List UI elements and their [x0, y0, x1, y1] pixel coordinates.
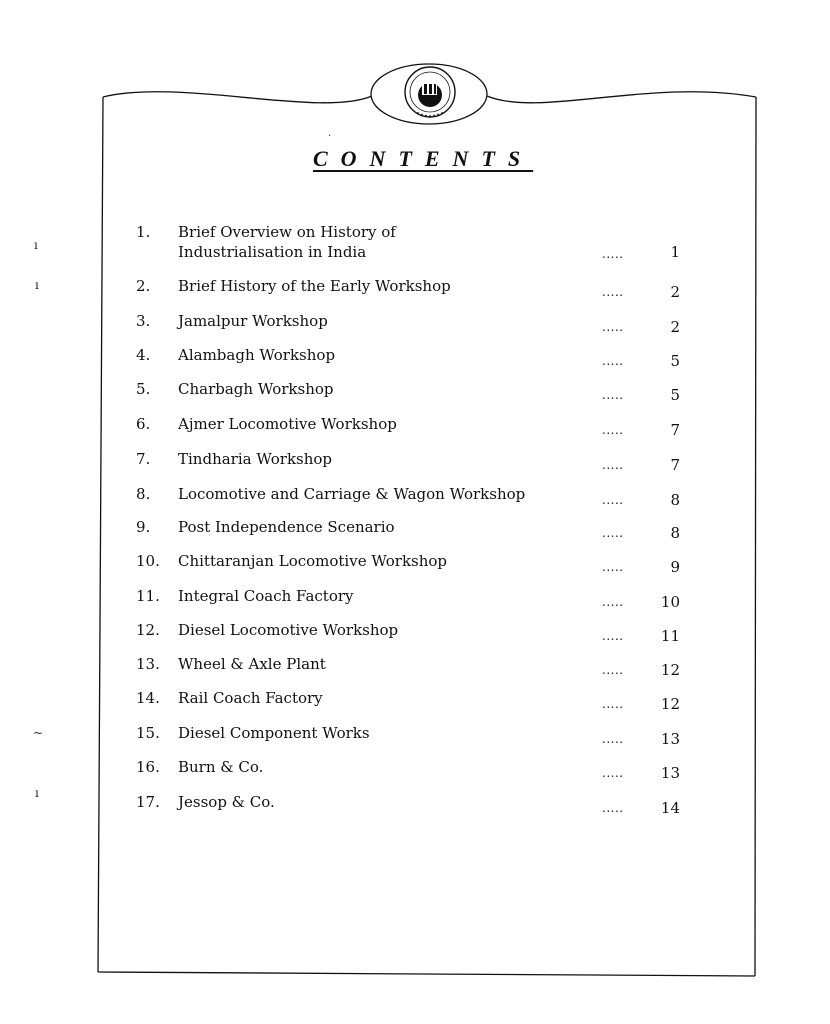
toc-entry-leader-dots: ..... — [602, 697, 624, 711]
toc-entry-number: 3. — [136, 312, 151, 330]
toc-entry-leader-dots: ..... — [602, 801, 624, 815]
toc-entry-title: Alambagh Workshop — [178, 346, 336, 364]
toc-entry-leader-dots: ..... — [602, 493, 624, 507]
toc-entry-page-number: 8 — [670, 524, 680, 542]
scan-speck: ~ — [33, 726, 44, 740]
toc-entry — [0, 449, 830, 483]
toc-entry-title: Ajmer Locomotive Workshop — [178, 415, 397, 433]
toc-entry — [0, 379, 830, 413]
toc-entry-page-number: 5 — [670, 386, 680, 404]
toc-entry-title: Jamalpur Workshop — [178, 312, 328, 330]
toc-entry-number: 11. — [136, 587, 160, 605]
toc-entry-leader-dots: ..... — [602, 247, 624, 261]
toc-entry-leader-dots: ..... — [602, 526, 624, 540]
toc-entry — [0, 414, 830, 448]
toc-entry — [0, 620, 830, 654]
toc-entry-title: Burn & Co. — [178, 758, 264, 776]
toc-entry-page-number: 8 — [670, 491, 680, 509]
toc-entry — [0, 757, 830, 791]
toc-entry — [0, 517, 830, 551]
toc-entry-title: Brief Overview on History of Industrialisation in India — [178, 223, 396, 261]
toc-entry-leader-dots: ..... — [602, 354, 624, 368]
toc-entry-page-number: 10 — [660, 593, 680, 611]
page-title: CONTENTS — [313, 146, 534, 171]
toc-entry-number: 8. — [136, 485, 151, 503]
toc-entry — [0, 792, 830, 826]
toc-entry-page-number: 2 — [670, 283, 680, 301]
toc-entry-leader-dots: ..... — [602, 458, 624, 472]
toc-entry-title: Tindharia Workshop — [178, 450, 333, 468]
toc-entry-number: 9. — [136, 518, 151, 536]
toc-entry-page-number: 12 — [660, 661, 680, 679]
toc-entry-page-number: 13 — [660, 730, 680, 748]
toc-entry — [0, 654, 830, 688]
toc-entry-number: 17. — [136, 793, 160, 811]
toc-entry-leader-dots: ..... — [602, 388, 624, 402]
toc-entry — [0, 222, 830, 261]
toc-entry — [0, 345, 830, 379]
toc-entry-leader-dots: ..... — [602, 595, 624, 609]
toc-entry-title: Post Independence Scenario — [178, 518, 395, 536]
toc-entry-title: Jessop & Co. — [178, 793, 275, 811]
toc-entry-title: Diesel Locomotive Workshop — [178, 621, 399, 639]
toc-entry-page-number: 11 — [660, 627, 680, 645]
toc-entry — [0, 688, 830, 722]
scan-speck: · — [328, 131, 332, 142]
toc-entry — [0, 723, 830, 757]
toc-entry-number: 13. — [136, 655, 160, 673]
toc-entry-leader-dots: ..... — [602, 320, 624, 334]
toc-entry-number: 6. — [136, 415, 151, 433]
toc-entry-number: 14. — [136, 689, 160, 707]
toc-entry — [0, 484, 830, 518]
toc-entry-leader-dots: ..... — [602, 732, 624, 746]
scan-speck: ı — [35, 786, 39, 800]
toc-entry-number: 16. — [136, 758, 160, 776]
toc-entry-title: Wheel & Axle Plant — [178, 655, 326, 673]
toc-entry-page-number: 7 — [670, 421, 680, 439]
toc-entry-title: Charbagh Workshop — [178, 380, 334, 398]
toc-entry-number: 4. — [136, 346, 151, 364]
toc-entry-number: 10. — [136, 552, 160, 570]
toc-entry-title: Locomotive and Carriage & Wagon Workshop — [178, 485, 526, 503]
toc-entry-page-number: 9 — [670, 558, 680, 576]
toc-entry-leader-dots: ..... — [602, 285, 624, 299]
toc-entry-page-number: 2 — [670, 318, 680, 336]
toc-entry-number: 12. — [136, 621, 160, 639]
toc-entry-number: 1. — [136, 223, 151, 241]
toc-entry-leader-dots: ..... — [602, 629, 624, 643]
scan-speck: ı — [34, 238, 38, 252]
toc-entry-leader-dots: ..... — [602, 423, 624, 437]
toc-entry-page-number: 1 — [670, 243, 680, 261]
toc-entry-page-number: 12 — [660, 695, 680, 713]
toc-entry-leader-dots: ..... — [602, 560, 624, 574]
toc-entry-number: 7. — [136, 450, 151, 468]
toc-entry-leader-dots: ..... — [602, 766, 624, 780]
toc-entry-leader-dots: ..... — [602, 663, 624, 677]
toc-entry-title: Chittaranjan Locomotive Workshop — [178, 552, 448, 570]
toc-entry — [0, 551, 830, 585]
toc-entry-page-number: 5 — [670, 352, 680, 370]
toc-entry-title: Brief History of the Early Workshop — [178, 277, 451, 295]
toc-entry-page-number: 14 — [660, 799, 680, 817]
toc-entry-number: 2. — [136, 277, 151, 295]
toc-entry-page-number: 13 — [660, 764, 680, 782]
toc-entry-title: Integral Coach Factory — [178, 587, 354, 605]
toc-entry — [0, 311, 830, 345]
toc-entry-title: Diesel Component Works — [178, 724, 370, 742]
scan-speck: ı — [35, 278, 39, 292]
toc-entry-number: 5. — [136, 380, 151, 398]
toc-entry — [0, 586, 830, 620]
toc-entry-title: Rail Coach Factory — [178, 689, 323, 707]
toc-entry-number: 15. — [136, 724, 160, 742]
toc-entry-page-number: 7 — [670, 456, 680, 474]
toc-entry — [0, 276, 830, 310]
